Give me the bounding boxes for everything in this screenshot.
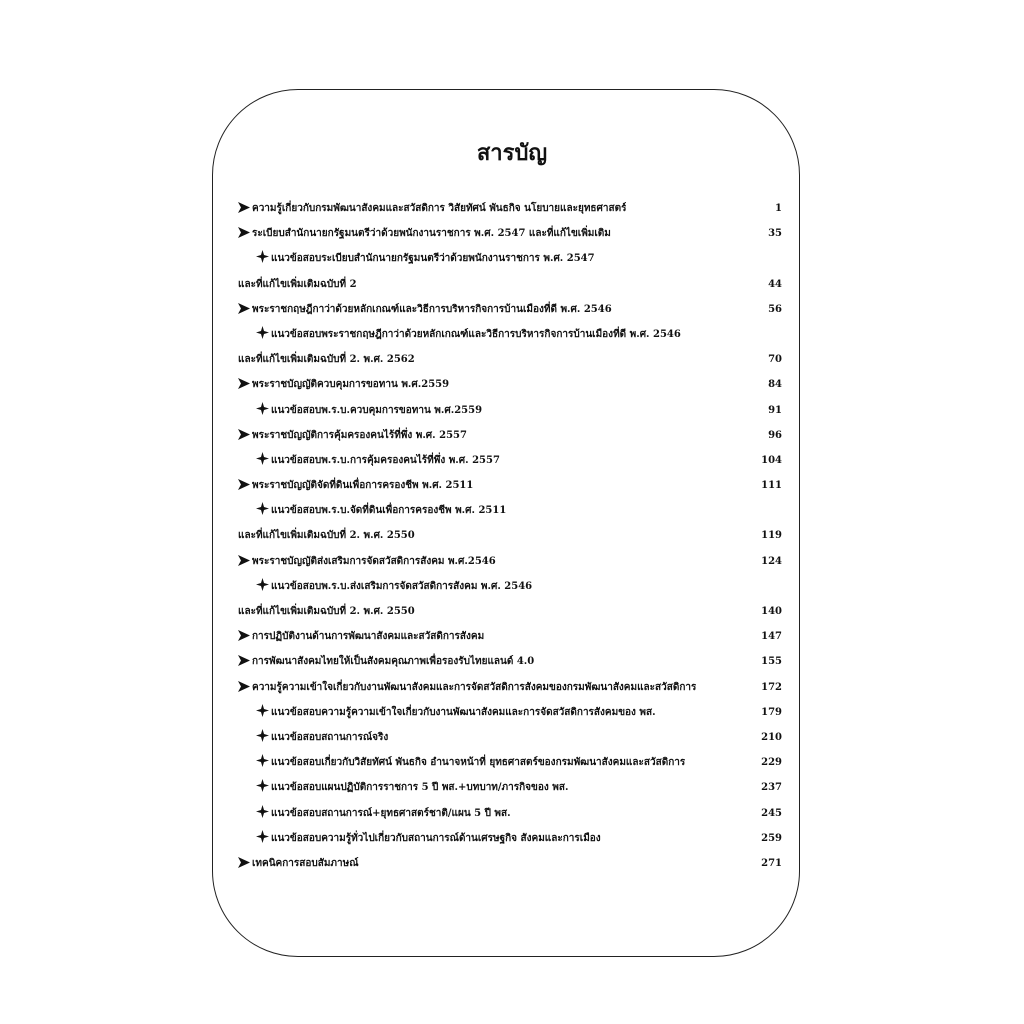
arrow-bullet-icon [238,649,250,674]
toc-page-number: 271 [761,857,782,869]
star-bullet-icon [256,398,269,423]
toc-entry-label: ความรู้เกี่ยวกับกรมพัฒนาสังคมและสวัสดิการ วิสัยทัศน์ พันธกิจ นโยบายและยุทธศาสตร์ [252,203,627,214]
toc-page-number: 104 [761,454,782,466]
toc-entry-label: แนวข้อสอบสถานการณ์+ยุทธศาสตร์ชาติ/แผน 5 ปี พส. [271,807,511,819]
toc-entry-text-wrap [256,700,656,725]
toc-entry-label: แนวข้อสอบแผนปฏิบัติการราชการ 5 ปี พส.+บทบาท/ภารกิจของ พส. [271,782,569,794]
toc-entry [238,775,786,800]
toc-entry-label: แนวข้อสอบสถานการณ์จริง [271,731,389,743]
toc-entry-label: และที่แก้ไขเพิ่มเติมฉบับที่ 2. พ.ศ. 2550 [238,606,415,617]
toc-entry-text-wrap [238,347,415,372]
toc-entry [238,498,786,523]
arrow-bullet-icon [238,196,250,221]
toc-entry-text-wrap [238,599,415,624]
star-bullet-icon [256,700,269,725]
toc-entry-text-wrap [238,549,496,574]
toc-entry [238,624,786,649]
toc-entry [238,272,786,297]
toc-entry-label: ระเบียบสำนักนายกรัฐมนตรีว่าด้วยพนักงานราชการ พ.ศ. 2547 และที่แก้ไขเพิ่มเติม [252,228,611,240]
toc-entry-label: การพัฒนาสังคมไทยให้เป็นสังคมคุณภาพเพื่อรองรับไทยแลนด์ 4.0 [252,656,535,668]
toc-entry-text-wrap [256,775,568,800]
page-title: สารบัญ [476,140,548,166]
toc-entry [238,347,786,372]
toc-entry [238,473,786,498]
arrow-bullet-icon [238,624,250,649]
toc-entry-text-wrap [238,675,696,700]
toc-entry [238,599,786,624]
toc-entry-text-wrap [238,851,359,876]
toc-entry [238,297,786,322]
star-bullet-icon [256,574,269,599]
toc-page-number: 172 [761,681,782,693]
toc-entry [238,221,786,246]
toc-entry [238,246,786,271]
toc-page-number: 84 [768,379,782,391]
toc-entry [238,423,786,448]
arrow-bullet-icon [238,851,250,876]
star-bullet-icon [256,725,269,750]
table-of-contents [238,196,786,876]
toc-entry-label: แนวข้อสอบความรู้ทั่วไปเกี่ยวกับสถานการณ์ด้านเศรษฐกิจ สังคมและการเมือง [271,832,601,844]
toc-entry [238,549,786,574]
toc-entry [238,398,786,423]
toc-entry-label: พระราชบัญญัติการคุ้มครองคนไร้ที่พึ่ง พ.ศ. 2557 [252,429,467,441]
arrow-bullet-icon [238,423,250,448]
toc-entry-label: แนวข้อสอบพ.ร.บ.ควบคุมการขอทาน พ.ศ.2559 [271,404,483,416]
toc-entry-label: แนวข้อสอบพ.ร.บ.ส่งเสริมการจัดสวัสดิการสังคม พ.ศ. 2546 [271,580,533,592]
toc-entry [238,750,786,775]
toc-entry-text-wrap [238,423,467,448]
toc-page-number: 237 [761,782,782,794]
toc-entry-label: พระราชกฤษฎีกาว่าด้วยหลักเกณฑ์และวิธีการบริหารกิจการบ้านเมืองที่ดี พ.ศ. 2546 [252,303,612,315]
star-bullet-icon [256,322,269,347]
toc-entry [238,725,786,750]
toc-page-number: 91 [768,404,782,416]
toc-entry-label: เทคนิคการสอบสัมภาษณ์ [252,857,359,869]
arrow-bullet-icon [238,372,250,397]
toc-entry-text-wrap [238,473,473,498]
arrow-bullet-icon [238,549,250,574]
star-bullet-icon [256,826,269,851]
star-bullet-icon [256,246,269,271]
toc-entry-text-wrap [238,523,415,548]
toc-entry-text-wrap [238,372,449,397]
toc-entry-label: แนวข้อสอบพ.ร.บ.จัดที่ดินเพื่อการครองชีพ พ.ศ. 2511 [271,505,507,517]
toc-entry [238,574,786,599]
toc-entry-text-wrap [256,322,681,347]
toc-entry-label: แนวข้อสอบพ.ร.บ.การคุ้มครองคนไร้ที่พึ่ง พ.ศ. 2557 [271,454,500,466]
toc-page-number: 179 [761,706,782,718]
toc-entry-text-wrap [256,448,500,473]
toc-entry [238,851,786,876]
toc-entry [238,649,786,674]
toc-entry-label: แนวข้อสอบพระราชกฤษฎีกาว่าด้วยหลักเกณฑ์และวิธีการบริหารกิจการบ้านเมืองที่ดี พ.ศ. 2546 [271,328,681,340]
toc-entry-label: แนวข้อสอบเกี่ยวกับวิสัยทัศน์ พันธกิจ อำนาจหน้าที่ ยุทธศาสตร์ของกรมพัฒนาสังคมและสวัสดิการ [271,757,686,769]
toc-entry-text-wrap [256,398,482,423]
toc-entry-label: แนวข้อสอบระเบียบสำนักนายกรัฐมนตรีว่าด้วยพนักงานราชการ พ.ศ. 2547 [271,253,595,265]
toc-entry [238,372,786,397]
toc-page-number: 44 [768,278,782,290]
toc-entry-label: และที่แก้ไขเพิ่มเติมฉบับที่ 2. พ.ศ. 2550 [238,530,415,542]
toc-page-number: 140 [761,606,782,617]
toc-entry-label: และที่แก้ไขเพิ่มเติมฉบับที่ 2. พ.ศ. 2562 [238,354,415,366]
toc-page-number: 245 [761,807,782,819]
toc-page-number: 155 [761,656,782,668]
toc-entry-label: พระราชบัญญัติส่งเสริมการจัดสวัสดิการสังคม พ.ศ.2546 [252,555,496,567]
toc-entry-text-wrap [238,196,626,221]
toc-page-number: 124 [761,555,782,567]
toc-page-number: 111 [761,480,782,492]
toc-page-number: 35 [768,228,782,240]
toc-entry-text-wrap [256,750,685,775]
toc-entry-text-wrap [238,297,612,322]
toc-entry-text-wrap [238,221,611,246]
toc-entry-label: และที่แก้ไขเพิ่มเติมฉบับที่ 2 [238,278,357,290]
star-bullet-icon [256,498,269,523]
arrow-bullet-icon [238,221,250,246]
toc-page-number: 70 [768,354,782,366]
toc-entry-text-wrap [256,801,511,826]
star-bullet-icon [256,448,269,473]
toc-entry [238,826,786,851]
toc-entry-text-wrap [256,826,601,851]
toc-entry-text-wrap [238,272,357,297]
toc-entry [238,675,786,700]
toc-entry [238,700,786,725]
toc-entry-text-wrap [256,574,532,599]
toc-entry [238,801,786,826]
star-bullet-icon [256,750,269,775]
arrow-bullet-icon [238,297,250,322]
arrow-bullet-icon [238,675,250,700]
toc-entry [238,322,786,347]
toc-page-number: 119 [761,530,782,542]
toc-entry-label: ความรู้ความเข้าใจเกี่ยวกับงานพัฒนาสังคมและการจัดสวัสดิการสังคมของกรมพัฒนาสังคมและสวัสดิการ [252,681,697,693]
toc-page-number: 56 [768,303,782,315]
star-bullet-icon [256,775,269,800]
toc-entry-text-wrap [256,246,595,271]
toc-page-number: 259 [761,832,782,844]
arrow-bullet-icon [238,473,250,498]
toc-entry-label: พระราชบัญญัติควบคุมการขอทาน พ.ศ.2559 [252,379,450,391]
toc-page-number: 147 [761,631,782,643]
toc-page-number: 1 [775,203,782,214]
toc-entry [238,448,786,473]
toc-entry-label: พระราชบัญญัติจัดที่ดินเพื่อการครองชีพ พ.ศ. 2511 [252,480,474,492]
toc-page-number: 96 [768,429,782,441]
toc-entry-text-wrap [238,649,534,674]
toc-entry-text-wrap [256,725,388,750]
toc-entry [238,523,786,548]
toc-page-number: 210 [761,731,782,743]
toc-entry [238,196,786,221]
star-bullet-icon [256,801,269,826]
toc-entry-text-wrap [238,624,484,649]
toc-page-number: 229 [761,757,782,769]
toc-entry-label: แนวข้อสอบความรู้ความเข้าใจเกี่ยวกับงานพัฒนาสังคมและการจัดสวัสดิการสังคมของ พส. [271,706,656,718]
toc-entry-text-wrap [256,498,506,523]
toc-entry-label: การปฏิบัติงานด้านการพัฒนาสังคมและสวัสดิการสังคม [252,631,485,643]
